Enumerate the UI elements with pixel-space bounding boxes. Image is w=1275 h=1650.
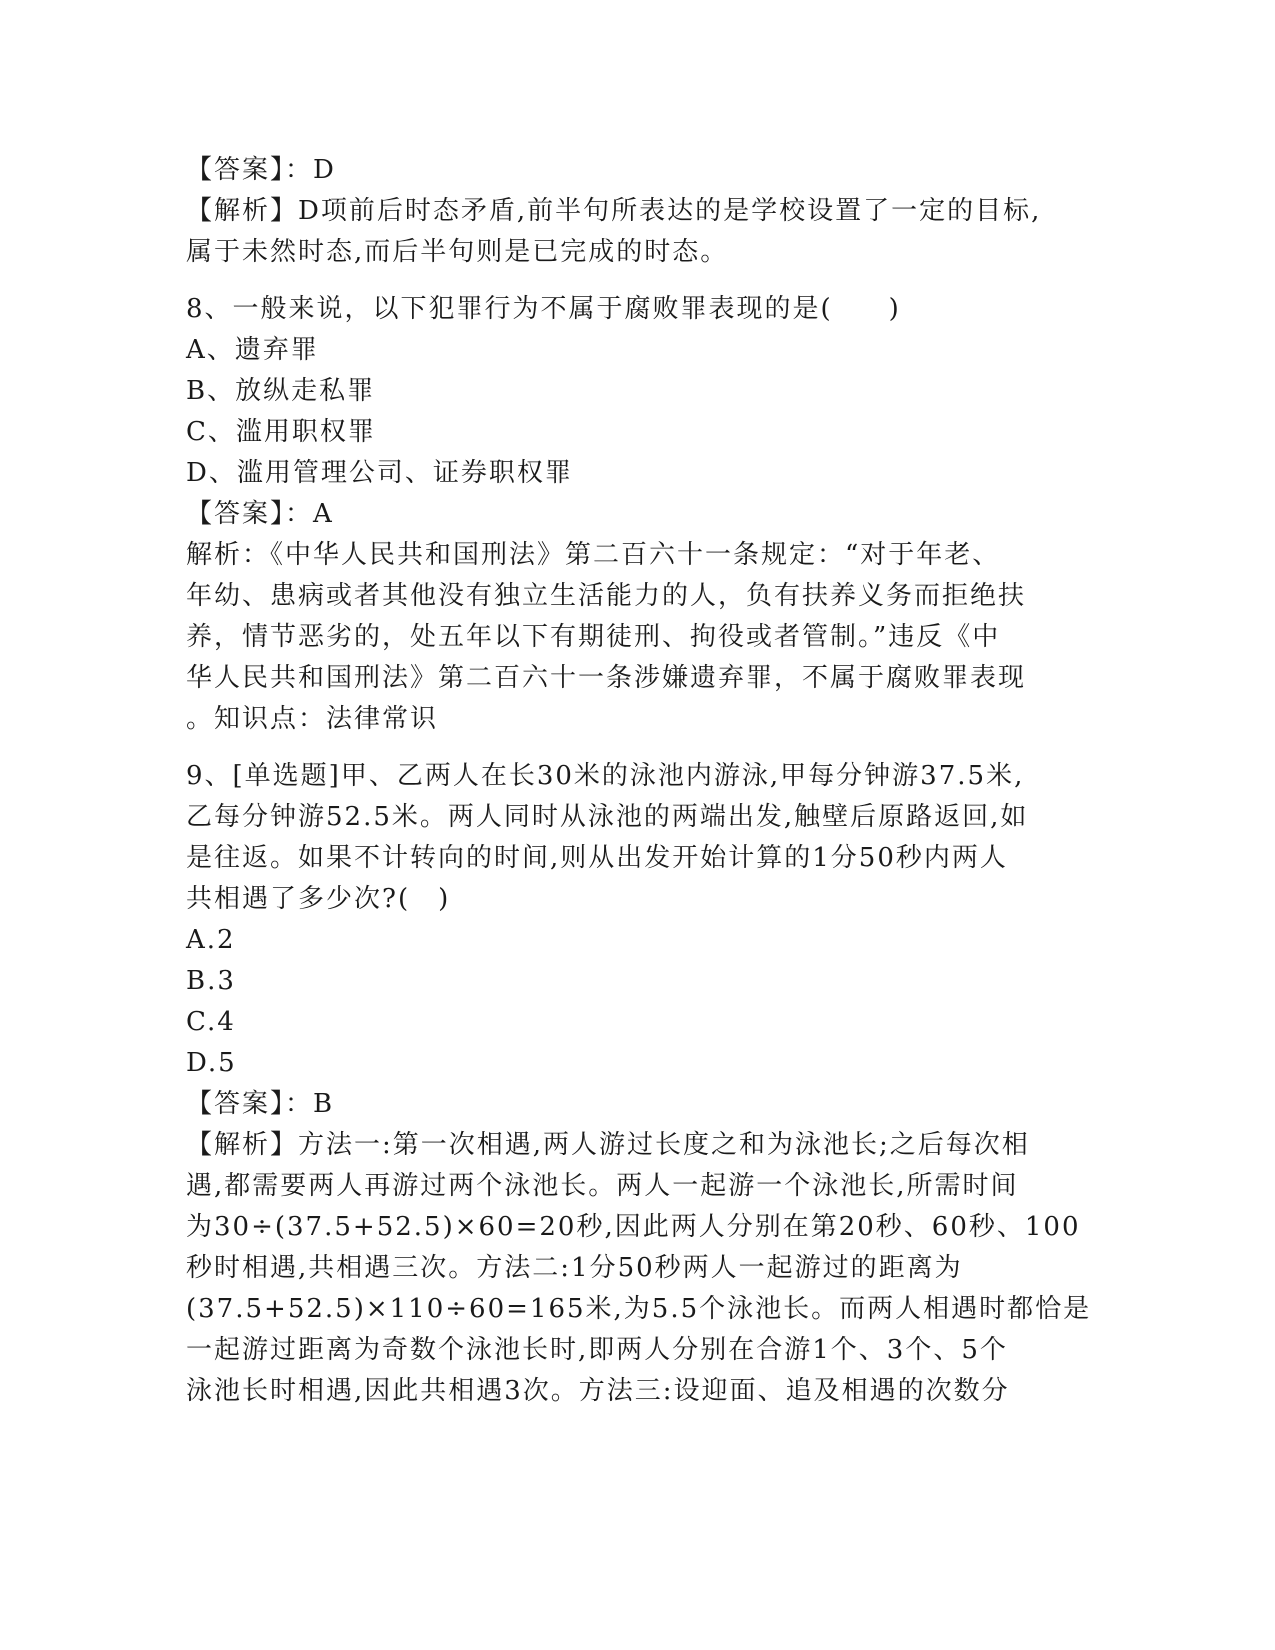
q9-analysis-line-5: (37.5+52.5)×110÷60=165米,为5.5个泳池长。而两人相遇时都恰是 bbox=[186, 1294, 1092, 1324]
q9-analysis-line-7: 泳池长时相遇,因此共相遇3次。方法三:设迎面、追及相遇的次数分 bbox=[186, 1376, 1010, 1406]
q9-analysis-line-2: 遇,都需要两人再游过两个泳池长。两人一起游一个泳池长,所需时间 bbox=[186, 1171, 1019, 1201]
q9-question-line-1: 9、[单选题]甲、乙两人在长30米的泳池内游泳,甲每分钟游37.5米, bbox=[186, 761, 1025, 791]
q8-analysis-line-4: 华人民共和国刑法》第二百六十一条涉嫌遗弃罪，不属于腐败罪表现 bbox=[186, 663, 1027, 693]
q8-question: 8、一般来说，以下犯罪行为不属于腐败罪表现的是( ) bbox=[186, 294, 901, 324]
q8-analysis-line-5: 。知识点：法律常识 bbox=[186, 704, 439, 734]
q9-analysis-line-3: 为30÷(37.5+52.5)×60=20秒,因此两人分别在第20秒、60秒、100 bbox=[186, 1212, 1081, 1242]
q9-option-c: C.4 bbox=[186, 1007, 236, 1037]
q9-question-line-2: 乙每分钟游52.5米。两人同时从泳池的两端出发,触壁后原路返回,如 bbox=[186, 802, 1029, 832]
q9-analysis-line-6: 一起游过距离为奇数个泳池长时,即两人分别在合游1个、3个、5个 bbox=[186, 1335, 1008, 1365]
q9-question-line-3: 是往返。如果不计转向的时间,则从出发开始计算的1分50秒内两人 bbox=[186, 843, 1008, 873]
q9-option-d: D.5 bbox=[186, 1048, 237, 1078]
q9-answer: 【答案】：B bbox=[186, 1089, 335, 1119]
q9-analysis-line-4: 秒时相遇,共相遇三次。方法二:1分50秒两人一起游过的距离为 bbox=[186, 1253, 963, 1283]
q7-answer: 【答案】：D bbox=[186, 155, 336, 185]
q8-analysis-line-1: 解析：《中华人民共和国刑法》第二百六十一条规定：“对于年老、 bbox=[186, 540, 1001, 570]
q8-option-d: D、滥用管理公司、证券职权罪 bbox=[186, 458, 573, 488]
q7-analysis-line-2: 属于未然时态,而后半句则是已完成的时态。 bbox=[186, 237, 729, 267]
document-body bbox=[186, 150, 1092, 1412]
q9-question-line-4: 共相遇了多少次?( ) bbox=[186, 884, 451, 914]
q9-option-a: A.2 bbox=[186, 925, 236, 955]
q8-option-c: C、滥用职权罪 bbox=[186, 417, 376, 447]
q8-answer: 【答案】：A bbox=[186, 499, 334, 529]
q9-option-b: B.3 bbox=[186, 966, 236, 996]
q9-analysis-line-1: 【解析】方法一:第一次相遇,两人游过长度之和为泳池长;之后每次相 bbox=[186, 1130, 1030, 1160]
q7-analysis-line-1: 【解析】D项前后时态矛盾,前半句所表达的是学校设置了一定的目标, bbox=[186, 196, 1042, 226]
q8-analysis-line-3: 养，情节恶劣的，处五年以下有期徒刑、拘役或者管制。”违反《中 bbox=[186, 622, 1001, 652]
q8-option-a: A、遗弃罪 bbox=[186, 335, 319, 365]
q8-option-b: B、放纵走私罪 bbox=[186, 376, 376, 406]
q8-analysis-line-2: 年幼、患病或者其他没有独立生活能力的人，负有扶养义务而拒绝扶 bbox=[186, 581, 1027, 611]
